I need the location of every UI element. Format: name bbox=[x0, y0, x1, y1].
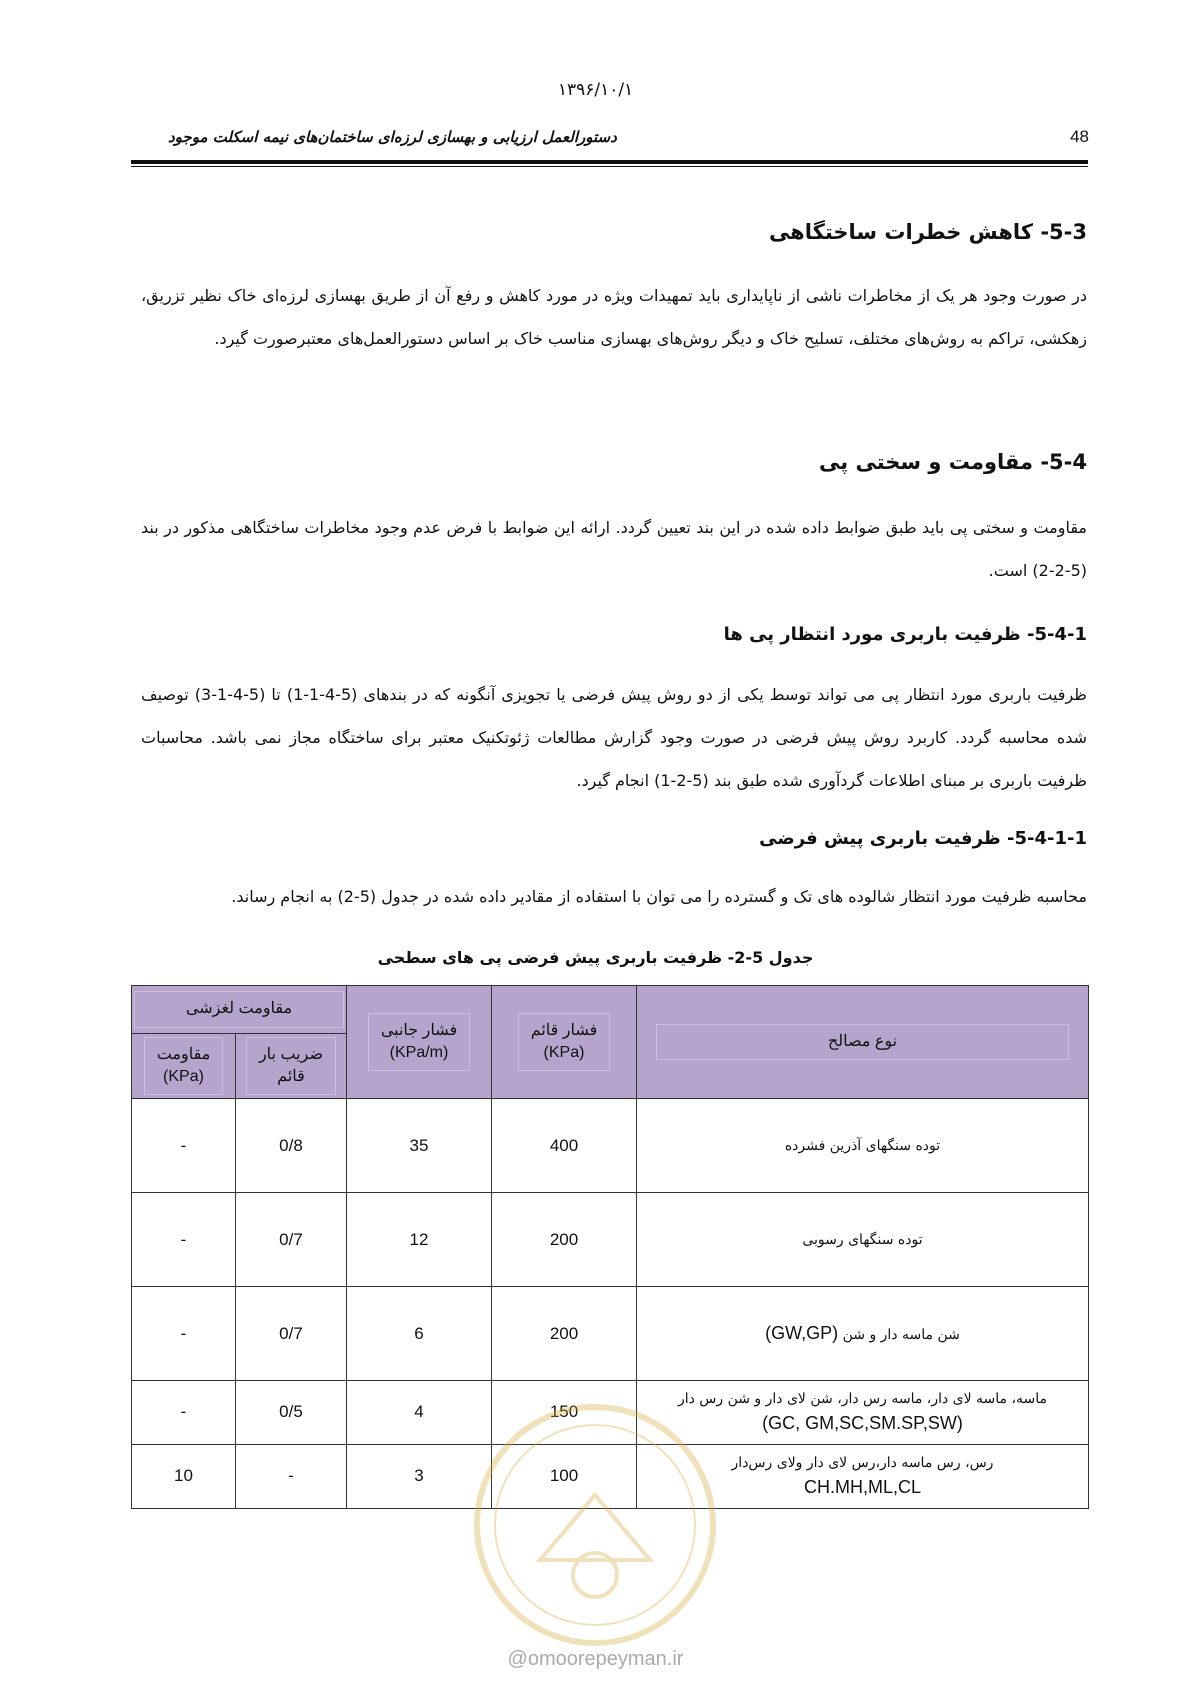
resistance-cell: - bbox=[132, 1193, 236, 1287]
table-row bbox=[132, 1099, 1089, 1193]
table-row bbox=[132, 1193, 1089, 1287]
lateral-pressure-cell: 12 bbox=[347, 1193, 492, 1287]
material-name: رس، رس ماسه دار،رس لای دار ولای رس‌دار bbox=[731, 1455, 994, 1472]
header-rule-thick bbox=[131, 160, 1088, 164]
running-header-title: دستورالعمل ارزیابی و بهسازی لرزه‌ای ساختمان‌های نیمه اسکلت موجود bbox=[168, 128, 617, 146]
header-load-coefficient-line2: قائم bbox=[277, 1068, 305, 1085]
table-caption: جدول 5-2- ظرفیت باربری پیش فرضی پی های سطحی bbox=[377, 948, 814, 967]
material-name: ماسه، ماسه لای دار، ماسه رس دار، شن لای دار و شن رس دار bbox=[677, 1391, 1048, 1408]
header-vertical-pressure-box bbox=[518, 1013, 611, 1072]
section-5-4-paragraph: مقاومت و سختی پی باید طبق ضوابط داده شده در این بند تعیین گردد. ارائه این ضوابط با فرض عدم وجود مخاطرات ساختگاهی مذکور در بند (5-2-2) است. bbox=[141, 518, 1087, 580]
section-5-3-heading: 5-3- کاهش خطرات ساختگاهی bbox=[768, 220, 1087, 244]
header-resistance-label: مقاومت bbox=[156, 1045, 211, 1063]
header-sliding-resistance-label: مقاومت لغزشی bbox=[134, 991, 344, 1027]
load-coefficient-cell: 0/8 bbox=[236, 1099, 347, 1193]
lateral-pressure-cell: 3 bbox=[347, 1444, 492, 1508]
vertical-pressure-cell: 150 bbox=[492, 1381, 637, 1444]
section-5-4-1-paragraph: ظرفیت باربری مورد انتظار پی می تواند توسط یکی از دو روش پیش فرضی یا تجویزی آنگونه که در بندهای (5-4-1-1) تا (5-4-1-3) توصیف شده محاسبه گردد. کاربرد روش پیش فرضی در صورت وجود گزارش مطالعات ژئوتکنیک معتبر برای ساختگاه مجاز نمی باشد. محاسبات ظرفیت باربری بر مبنای اطلاعات گردآوری شده طبق بند (5-2-1) انجام گیرد. bbox=[141, 685, 1088, 790]
section-5-4-1-heading: 5-4-1- ظرفیت باربری مورد انتظار پی ها bbox=[723, 624, 1087, 645]
lateral-pressure-cell: 35 bbox=[347, 1099, 492, 1193]
seal-emblem bbox=[540, 1495, 650, 1560]
resistance-cell: - bbox=[132, 1287, 236, 1381]
material-cell: توده سنگهای رسوبی bbox=[637, 1193, 1089, 1287]
header-lateral-pressure-unit: (KPa/m) bbox=[389, 1044, 449, 1061]
header-lateral-pressure-box bbox=[368, 1013, 470, 1072]
header-vertical-pressure-unit: (KPa) bbox=[543, 1044, 585, 1061]
material-cell: توده سنگهای آذرین فشرده bbox=[637, 1099, 1089, 1193]
table-row bbox=[132, 1287, 1089, 1381]
page-number: 48 bbox=[1070, 127, 1089, 146]
material-code: (GW,GP) bbox=[765, 1322, 839, 1343]
header-vertical-pressure-label: فشار قائم bbox=[530, 1021, 598, 1039]
resistance-cell: 10 bbox=[132, 1444, 236, 1508]
header-load-coefficient bbox=[236, 1034, 347, 1099]
header-material bbox=[637, 986, 1089, 1099]
resistance-cell: - bbox=[132, 1099, 236, 1193]
section-5-4-heading: 5-4- مقاومت و سختی پی bbox=[819, 450, 1087, 474]
material-name: شن ماسه دار و شن bbox=[842, 1326, 960, 1343]
header-rule-thin bbox=[131, 166, 1088, 167]
vertical-pressure-cell: 400 bbox=[492, 1099, 637, 1193]
watermark-seal-icon bbox=[470, 1400, 720, 1650]
watermark-url: @omoorepeyman.ir bbox=[507, 1648, 684, 1670]
header-resistance-box bbox=[144, 1037, 224, 1096]
vertical-pressure-cell: 100 bbox=[492, 1444, 637, 1508]
section-5-3-paragraph: در صورت وجود هر یک از مخاطرات ناشی از ناپایداری باید تمهیدات ویژه در مورد کاهش و رفع آن از طریق بهسازی لرزه‌ای خاک نظیر تزریق، زهکشی، تراکم به روش‌های مختلف، تسلیح خاک و دیگر روش‌های بهسازی مناسب خاک بر اساس دستورالعمل‌های معتبرصورت گیرد. bbox=[141, 286, 1087, 348]
header-material-label: نوع مصالح bbox=[656, 1024, 1070, 1060]
vertical-pressure-cell: 200 bbox=[492, 1287, 637, 1381]
header-lateral-pressure-label: فشار جانبی bbox=[380, 1021, 458, 1039]
header-sliding-resistance bbox=[132, 986, 347, 1034]
section-5-4-1-1-paragraph: محاسبه ظرفیت مورد انتظار شالوده های تک و گسترده را می توان با استفاده از مقادیر داده شده در جدول (5-2) به انجام رساند. bbox=[231, 887, 1087, 906]
header-resistance-unit: (KPa) bbox=[163, 1068, 204, 1085]
material-code: CH.MH,ML,CL bbox=[803, 1477, 921, 1498]
vertical-pressure-cell: 200 bbox=[492, 1193, 637, 1287]
load-coefficient-cell: 0/7 bbox=[236, 1193, 347, 1287]
seal-outer-ring bbox=[477, 1407, 713, 1643]
material-cell bbox=[637, 1287, 1089, 1381]
load-coefficient-cell: - bbox=[236, 1444, 347, 1508]
lateral-pressure-cell: 6 bbox=[347, 1287, 492, 1381]
material-code: (GC, GM,SC,SM.SP,SW) bbox=[762, 1413, 963, 1434]
header-lateral-pressure bbox=[347, 986, 492, 1099]
header-resistance bbox=[132, 1034, 236, 1099]
load-coefficient-cell: 0/5 bbox=[236, 1381, 347, 1444]
load-coefficient-cell: 0/7 bbox=[236, 1287, 347, 1381]
header-load-coefficient-box bbox=[246, 1037, 336, 1096]
lateral-pressure-cell: 4 bbox=[347, 1381, 492, 1444]
resistance-cell: - bbox=[132, 1381, 236, 1444]
header-vertical-pressure bbox=[492, 986, 637, 1099]
document-date: ۱۳۹۶/۱۰/۱ bbox=[557, 80, 634, 100]
section-5-4-1-1-heading: 5-4-1-1- ظرفیت باربری پیش فرضی bbox=[759, 828, 1087, 849]
header-load-coefficient-line1: ضریب بار bbox=[258, 1045, 324, 1063]
